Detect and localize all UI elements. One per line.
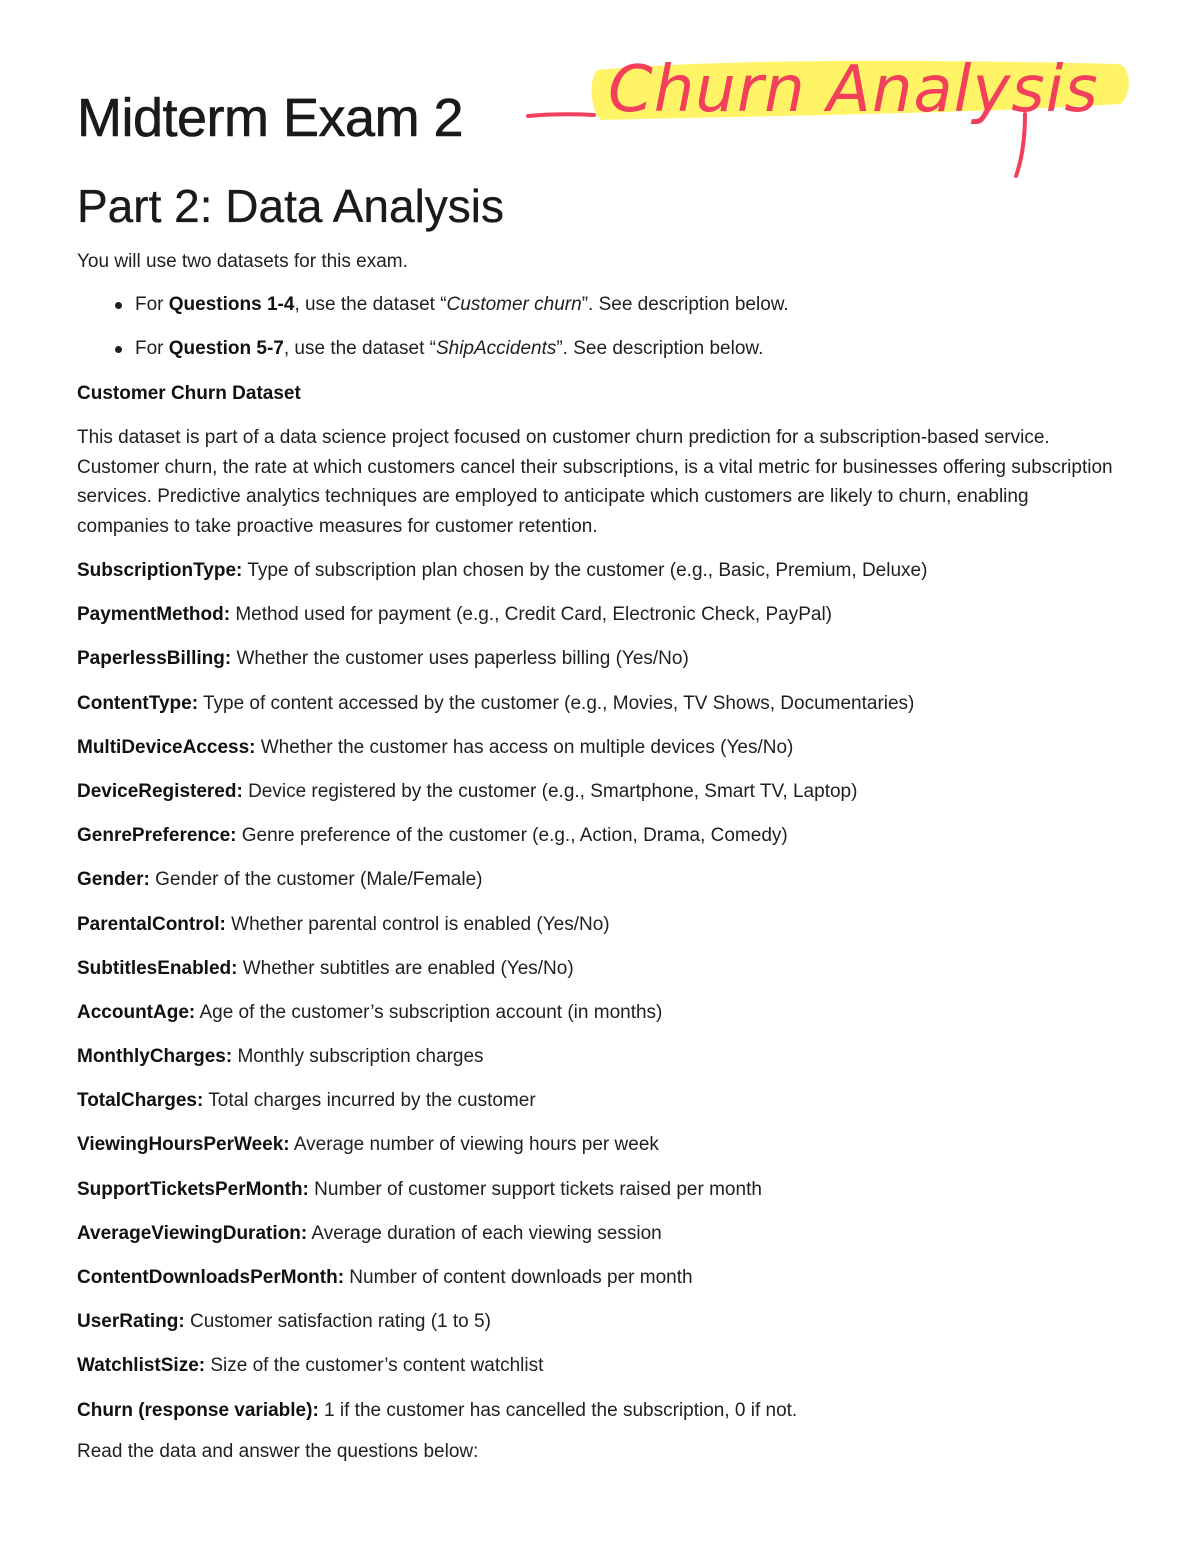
handwritten-note: Churn Analysis <box>608 53 1099 127</box>
variable-row <box>77 1130 927 1174</box>
variable-row <box>77 1263 927 1307</box>
variable-row <box>77 777 927 821</box>
variable-description: 1 if the customer has cancelled the subscription, 0 if not. <box>318 1399 798 1421</box>
variable-name: SubscriptionType: <box>77 560 243 581</box>
variable-row <box>77 1042 927 1086</box>
variable-row <box>77 998 927 1042</box>
dataset-bullet-list <box>77 290 789 378</box>
bullet-suffix: ”. See description below. <box>581 294 789 315</box>
bullet-middle: , use the dataset “ <box>294 294 447 315</box>
variable-description: Number of customer support tickets raised per month <box>308 1178 762 1200</box>
bullet-dataset-name: Customer churn <box>446 294 582 315</box>
variable-name: PaperlessBilling: <box>77 648 232 670</box>
variable-name: UserRating: <box>77 1311 185 1333</box>
variable-name: AccountAge: <box>77 1001 196 1023</box>
variable-name: PaymentMethod: <box>77 604 231 626</box>
section-title: Part 2: Data Analysis <box>77 180 504 232</box>
variable-name: ContentType: <box>77 692 199 714</box>
variable-description: Whether the customer has access on multiple devices (Yes/No) <box>255 736 794 758</box>
variable-description: Customer satisfaction rating (1 to 5) <box>184 1311 491 1333</box>
variable-row <box>77 1307 927 1351</box>
variable-row <box>77 821 927 865</box>
variable-name: SubtitlesEnabled: <box>77 957 238 979</box>
bullet-questions: Questions 1-4 <box>168 294 295 315</box>
variable-name: ContentDownloadsPerMonth: <box>77 1267 345 1288</box>
bullet-suffix: ”. See description below. <box>556 338 764 359</box>
variable-name: ViewingHoursPerWeek: <box>77 1134 290 1156</box>
variable-description: Type of content accessed by the customer (e.g., Movies, TV Shows, Documentaries) <box>198 692 915 714</box>
variable-description: Number of content downloads per month <box>344 1267 693 1288</box>
variable-name: AverageViewingDuration: <box>77 1222 308 1244</box>
variable-row <box>77 733 927 777</box>
variable-name: GenrePreference: <box>77 825 237 847</box>
variable-row <box>77 689 927 733</box>
bullet-dataset-name: ShipAccidents <box>435 338 557 359</box>
annotation-arrow <box>528 114 594 116</box>
variable-description: Method used for payment (e.g., Credit Card, Electronic Check, PayPal) <box>230 604 833 626</box>
dataset-description: This dataset is part of a data science project focused on customer churn prediction for a subscription-based service. Customer churn, the rate at which customers cancel their subscriptions, is a vital metric for businesses offering subscription services. Predictive analytics techniques are employed to anticipate which customers are likely to churn, enabling companies to take proactive measures for customer retention. <box>77 427 1113 537</box>
variable-name: WatchlistSize: <box>77 1355 206 1377</box>
bullet-prefix: For <box>135 294 169 315</box>
variable-row <box>77 556 927 600</box>
variable-description: Genre preference of the customer (e.g., Action, Drama, Comedy) <box>236 825 788 847</box>
variable-row <box>77 1351 927 1395</box>
variable-description: Average number of viewing hours per week <box>289 1134 659 1156</box>
variable-row <box>77 1175 927 1219</box>
variable-row <box>77 1396 927 1440</box>
variable-row <box>77 865 927 909</box>
variable-row <box>77 600 927 644</box>
variable-name: Churn (response variable): <box>77 1399 319 1421</box>
bullet-item <box>77 290 789 334</box>
variable-description: Total charges incurred by the customer <box>203 1090 536 1112</box>
variable-description: Type of subscription plan chosen by the customer (e.g., Basic, Premium, Deluxe) <box>242 560 928 581</box>
variable-name: DeviceRegistered: <box>77 780 243 802</box>
variable-description: Whether subtitles are enabled (Yes/No) <box>237 957 574 979</box>
intro-text: You will use two datasets for this exam. <box>77 251 408 272</box>
variable-description: Monthly subscription charges <box>232 1046 484 1068</box>
bullet-prefix: For <box>135 338 169 359</box>
variable-description: Whether the customer uses paperless billing (Yes/No) <box>231 648 689 670</box>
variable-description: Device registered by the customer (e.g., Smartphone, Smart TV, Laptop) <box>242 780 858 802</box>
page-title: Midterm Exam 2 <box>77 88 464 148</box>
variable-row <box>77 644 927 688</box>
variable-description: Average duration of each viewing session <box>307 1222 662 1244</box>
variable-row <box>77 910 927 954</box>
variable-row <box>77 1086 927 1130</box>
variable-row <box>77 1219 927 1263</box>
variable-name: Gender: <box>77 869 150 891</box>
variable-description: Age of the customer’s subscription account (in months) <box>195 1001 663 1023</box>
dataset-heading: Customer Churn Dataset <box>77 383 301 404</box>
bullet-middle: , use the dataset “ <box>283 338 436 359</box>
variable-name: SupportTicketsPerMonth: <box>77 1178 309 1200</box>
variable-description: Whether parental control is enabled (Yes/No) <box>225 913 610 935</box>
bullet-item <box>77 334 789 378</box>
variable-list <box>77 556 927 1440</box>
closing-instruction: Read the data and answer the questions below: <box>77 1441 479 1462</box>
variable-row <box>77 954 927 998</box>
variable-description: Size of the customer’s content watchlist <box>205 1355 544 1377</box>
bullet-questions: Question 5-7 <box>168 338 284 359</box>
variable-description: Gender of the customer (Male/Female) <box>149 869 483 891</box>
variable-name: ParentalControl: <box>77 913 226 935</box>
variable-name: MultiDeviceAccess: <box>77 736 256 758</box>
variable-name: TotalCharges: <box>77 1090 204 1112</box>
variable-name: MonthlyCharges: <box>77 1046 233 1068</box>
